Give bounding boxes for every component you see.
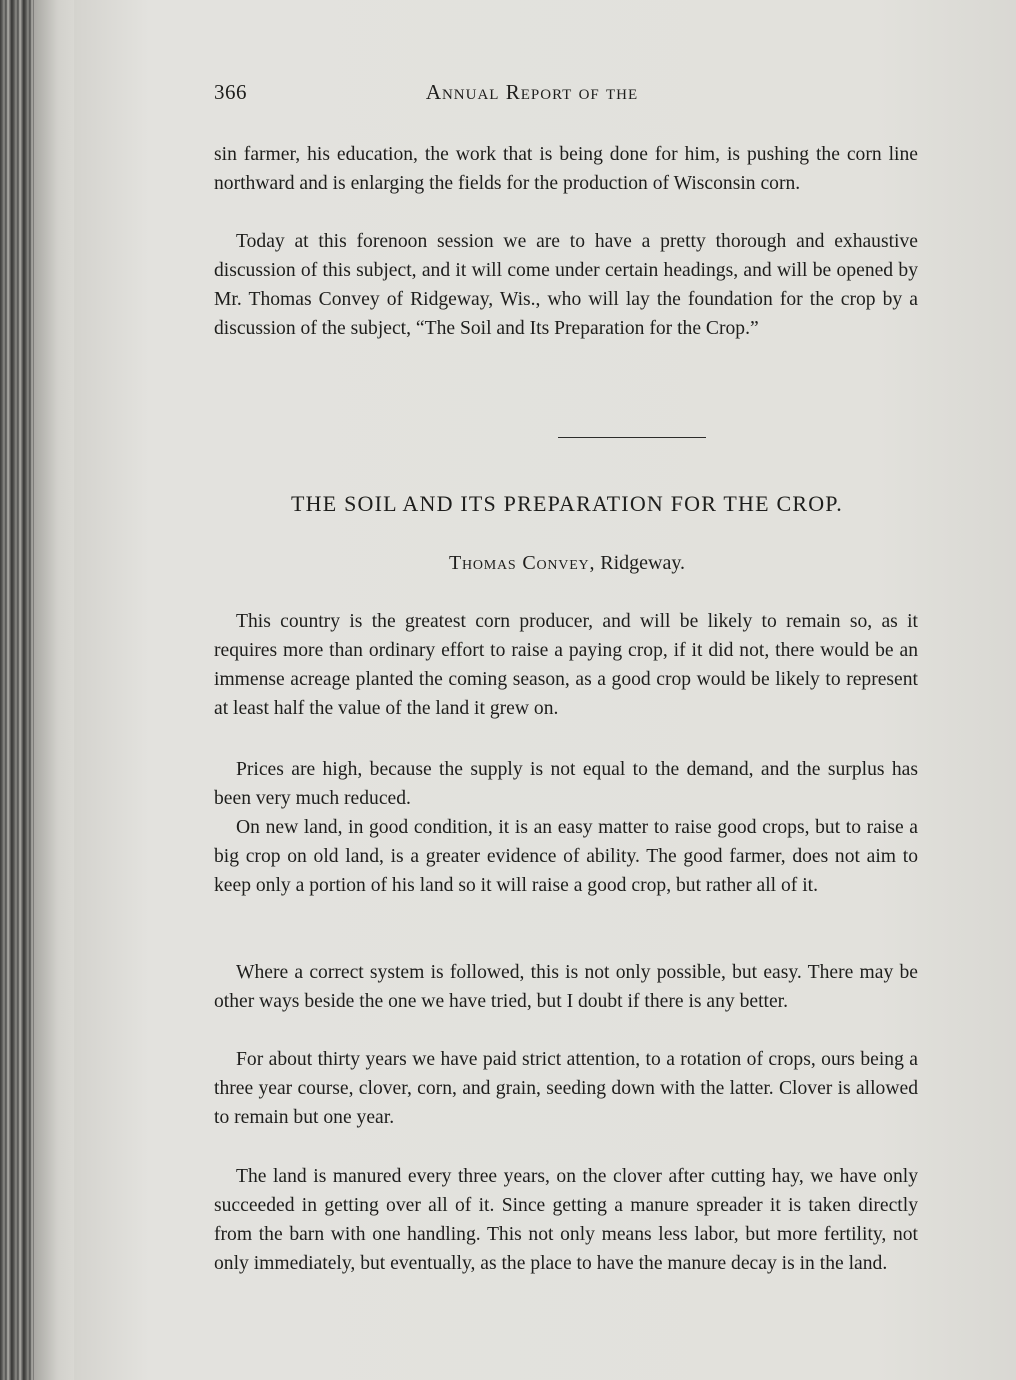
body-paragraph: On new land, in good condition, it is an easy matter to raise good crops, but to raise a big crop on old land, is a greater evidence of ability. The good farmer, does not aim to keep only a portion of his land so it will raise a good crop, but rather all of it.	[214, 817, 918, 896]
body-paragraph: Where a correct system is followed, this is not only possible, but easy. There may be other ways beside the one we have tried, but I doubt if there is any better.	[214, 962, 918, 1012]
author-name: Thomas Convey,	[448, 552, 596, 574]
book-spine	[0, 0, 34, 1380]
body-paragraph: This country is the greatest corn producer, and will be likely to remain so, as it requires more than ordinary effort to raise a paying crop, if it did not, there would be an immense acreage planted the coming season, as a good crop would be likely to represent at least half the value of the land it grew on.	[214, 611, 918, 719]
body-paragraph: Prices are high, because the supply is not equal to the demand, and the surplus has been very much reduced.	[214, 759, 918, 809]
running-title: Annual Report of the	[425, 80, 639, 104]
body-paragraph: The land is manured every three years, on the clover after cutting hay, we have only succeeded in getting over all of it. Since getting a manure spreader it is taken directly from the barn with one handling. This not only means less labor, but more fertility, not only immediately, but eventually, as the place to have the manure decay is in the land.	[214, 1166, 918, 1274]
intro-paragraph: sin farmer, his education, the work that is being done for him, is pushing the corn line northward and is enlarging the fields for the production of Wisconsin corn.	[214, 144, 918, 194]
section-title: THE SOIL AND ITS PREPARATION FOR THE CROP.	[291, 491, 843, 516]
body-paragraph: For about thirty years we have paid strict attention, to a rotation of crops, ours being a three year course, clover, corn, and grain, seeding down with the latter. Clover is allowed to remain but one year.	[214, 1049, 918, 1128]
page-number: 366	[214, 80, 247, 104]
page	[74, 0, 1016, 1380]
author-place: Ridgeway.	[600, 552, 686, 574]
gutter-shadow	[34, 0, 74, 1380]
intro-paragraph: Today at this forenoon session we are to have a pretty thorough and exhaustive discussion of this subject, and it will come under certain headings, and will be opened by Mr. Thomas Convey of Ridgeway, Wis., who will lay the foundation for the crop by a discussion of the subject, “The Soil and Its Preparation for the Crop.”	[214, 231, 918, 339]
running-head	[214, 80, 994, 110]
section-divider	[558, 437, 706, 438]
section-author	[214, 552, 920, 575]
